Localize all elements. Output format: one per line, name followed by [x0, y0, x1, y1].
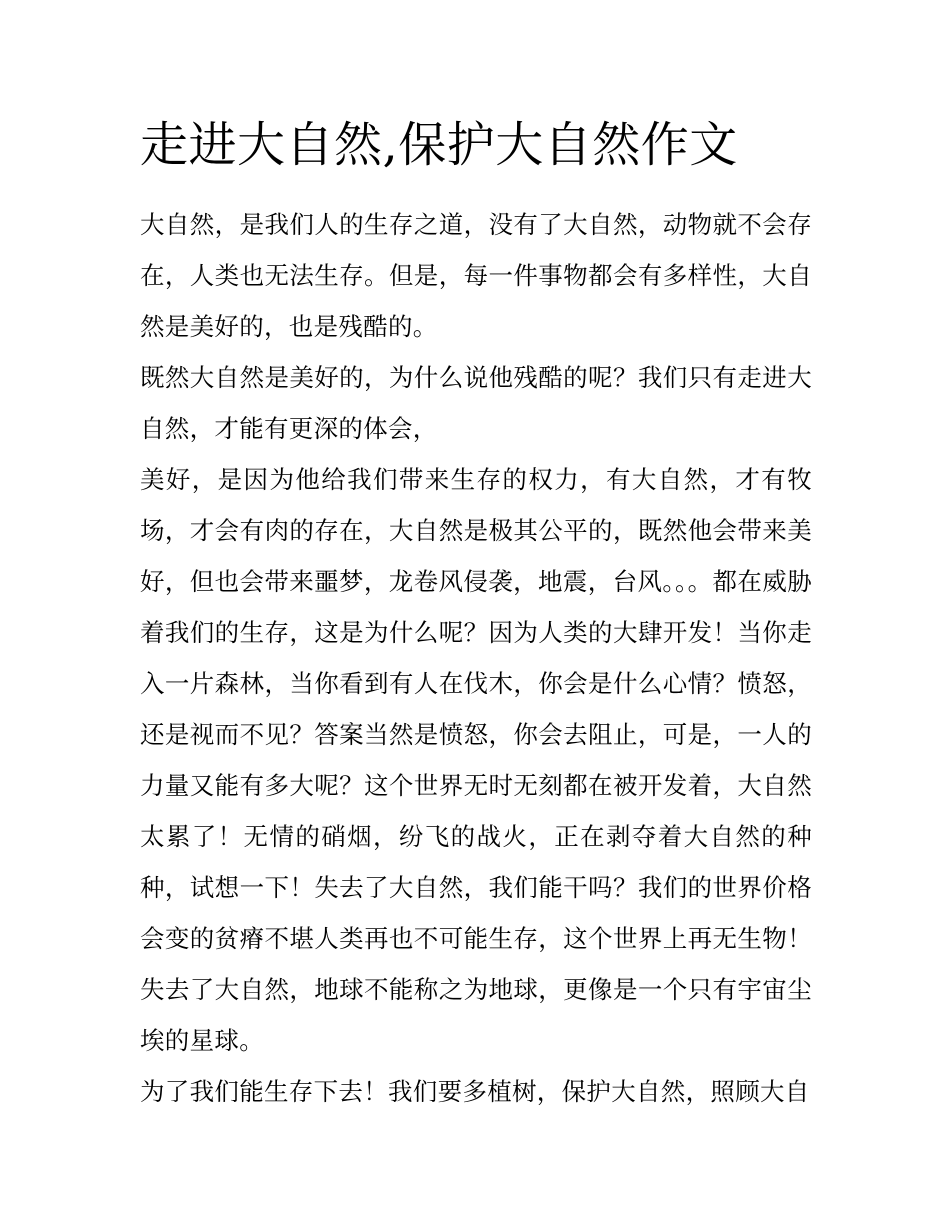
paragraph-3: 美好，是因为他给我们带来生存的权力，有大自然，才有牧场，才会有肉的存在，大自然是极其公平的，既然他会带来美好，但也会带来噩梦，龙卷风侵袭，地震，台风。。。都在威胁着我们的生存，这是为什么呢？因为人类的大肆开发！当你走入一片森林，当你看到有人在伐木，你会是什么心情？愤怒，还是视而不见？答案当然是愤怒，你会去阻止，可是，一人的力量又能有多大呢？这个世界无时无刻都在被开发着，大自然太累了！无情的硝烟，纷飞的战火，正在剥夺着大自然的种种，试想一下！失去了大自然，我们能干吗？我们的世界价格会变的贫瘠不堪人类再也不可能生存，这个世界上再无生物！失去了大自然，地球不能称之为地球，更像是一个只有宇宙尘埃的星球。 — [140, 465, 812, 1055]
paragraph-4: 为了我们能生存下去！我们要多植树，保护大自然，照顾大自 — [140, 1077, 810, 1106]
document-body — [140, 199, 812, 1117]
paragraph-1: 大自然，是我们人的生存之道，没有了大自然，动物就不会存在，人类也无法生存。但是，每一件事物都会有多样性，大自然是美好的，也是残酷的。 — [140, 210, 812, 341]
paragraph-2: 既然大自然是美好的，为什么说他残酷的呢？我们只有走进大自然，才能有更深的体会， — [140, 363, 812, 443]
document-title: 走进大自然,保护大自然作文 — [140, 117, 738, 173]
